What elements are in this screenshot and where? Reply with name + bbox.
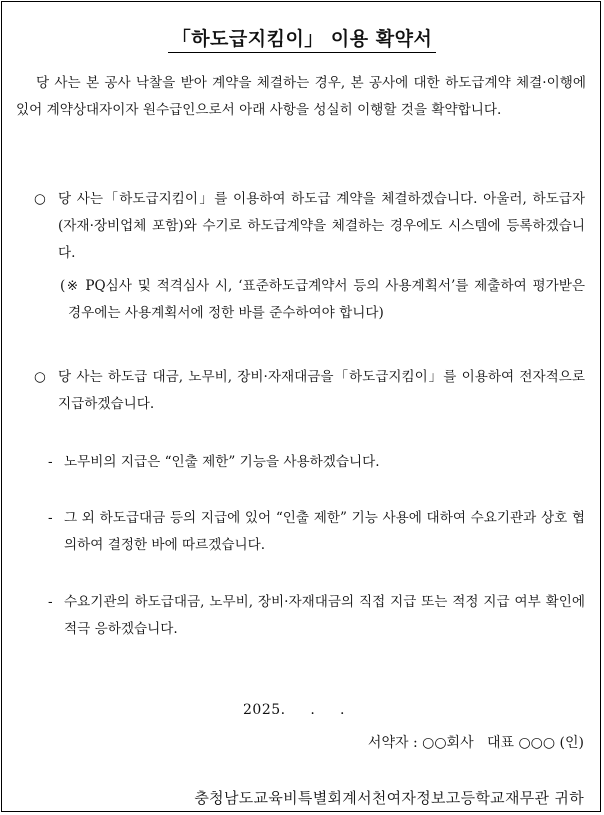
dash-mark-1: - [48, 454, 53, 470]
sub-item-1: 노무비의 지급은 “인출 제한” 기능을 사용하겠습니다. [64, 454, 380, 470]
sub-item-2: 그 외 하도급대금 등의 지급에 있어 “인출 제한” 기능 사용에 대하여 수요기관과 상호 협의하여 결정한 바에 따르겠습니다. [64, 510, 585, 553]
bullet-mark-1: ○ [34, 191, 46, 207]
pledge-date: 2025. . . [243, 702, 345, 718]
document-title-text: 「하도급지킴이」 이용 확약서 [168, 28, 437, 53]
bullet-1-text: 당 사는「하도급지킴이」를 이용하여 하도급 계약을 체결하겠습니다. 아울러, 하도급자(자재·장비업체 포함)와 수기로 하도급계약을 체결하는 경우에도 시스템에 등록하겠습니다. [58, 191, 585, 261]
document-title [0, 24, 604, 51]
bullet-mark-2: ○ [34, 369, 46, 385]
intro-paragraph: 당 사는 본 공사 낙찰을 받아 계약을 체결하는 경우, 본 공사에 대한 하도급계약 체결·이행에 있어 계약상대자이자 원수급인으로서 아래 사항을 성실히 이행할 것을 확약합니다. [16, 75, 586, 118]
dash-mark-2: - [48, 510, 53, 526]
addressee: 충청남도교육비특별회계서천여자정보고등학교재무관 귀하 [194, 789, 584, 807]
pledger-signature: 서약자 : ○○회사 대표 ○○○ (인) [367, 735, 584, 751]
sub-item-3: 수요기관의 하도급대금, 노무비, 장비·자재대금의 직접 지급 또는 적정 지급 여부 확인에 적극 응하겠습니다. [64, 594, 585, 637]
dash-mark-3: - [48, 594, 53, 610]
bullet-2-text: 당 사는 하도급 대금, 노무비, 장비·자재대금을「하도급지킴이」를 이용하여 전자적으로 지급하겠습니다. [58, 369, 585, 412]
pq-note: (※ PQ심사 및 적격심사 시, ‘표준하도급계약서 등의 사용계획서’를 제출하여 평가받은 경우에는 사용계획서에 정한 바를 준수하여야 합니다) [60, 278, 585, 321]
